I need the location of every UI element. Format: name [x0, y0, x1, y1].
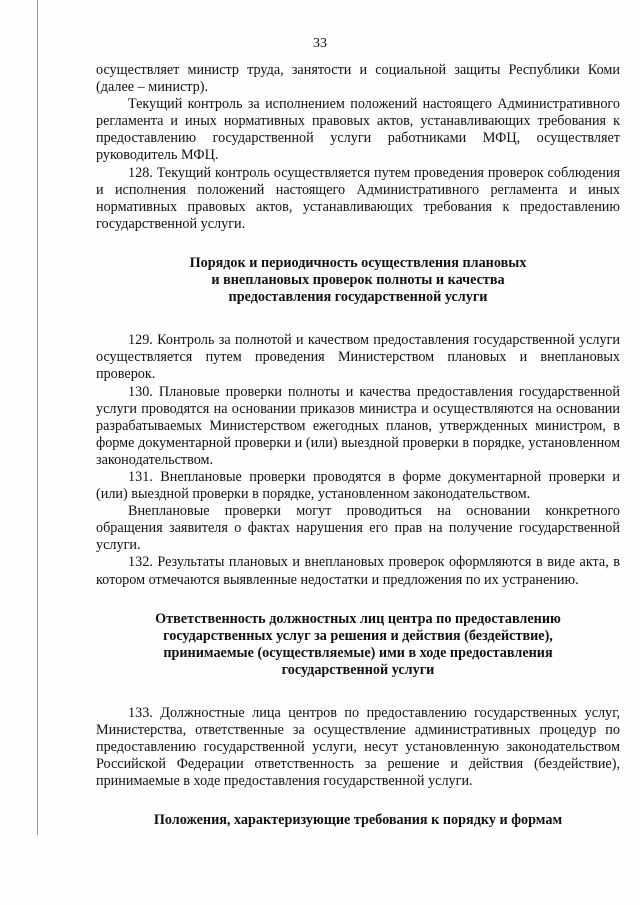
heading-line: Ответственность должностных лиц центра по предоставлению: [155, 610, 561, 627]
scan-edge-line: [37, 0, 38, 835]
heading-line: Порядок и периодичность осуществления плановых: [189, 254, 527, 271]
paragraph-current-control-mfc: Текущий контроль за исполнением положений настоящего Административного регламента и иных нормативных правовых актов, устанавливающих требования к предоставлению государственной услуги работниками МФЦ, осуществляет руководитель МФЦ.: [96, 96, 620, 164]
heading-line: и внеплановых проверок полноты и качества: [211, 272, 505, 289]
paragraph-unscheduled: Внеплановые проверки могут проводиться на основании конкретного обращения заявителя о фактах нарушения его прав на получение государственной услуги.: [96, 503, 620, 554]
paragraph-129: 129. Контроль за полнотой и качеством предоставления государственной услуги осуществляется путем проведения Министерством плановых и внеплановых проверок.: [96, 332, 620, 383]
paragraph-133: 133. Должностные лица центров по предоставлению государственных услуг, Министерства, ответственные за осуществление административных процедур по предоставлению государственной услуги, несут установленную законодательством Российской Федерации ответственность за решение и действия (бездействие), принимаемые в ходе предоставления государственной услуги.: [96, 705, 620, 790]
paragraph-130: 130. Плановые проверки полноты и качества предоставления государственной услуги проводятся на основании приказов министра и осуществляются на основании разрабатываемых Министерством ежегодных планов, утвержденных министром, в форме документарной проверки и (или) выездной проверки в порядке, установленном законодательством.: [96, 383, 620, 468]
heading-line: государственной услуги: [281, 661, 435, 678]
heading-planned-inspections: [96, 255, 620, 306]
paragraph-continuation: осуществляет министр труда, занятости и социальной защиты Республики Коми (далее – министр).: [96, 62, 620, 96]
page-number: 33: [313, 36, 327, 51]
heading-line: государственных услуг за решения и действия (бездействие),: [163, 627, 553, 644]
heading-requirements: [96, 812, 620, 829]
heading-line: Положения, характеризующие требования к порядку и формам: [153, 812, 563, 829]
heading-line: предоставления государственной услуги: [228, 289, 488, 306]
paragraph-131: 131. Внеплановые проверки проводятся в форме документарной проверки и (или) выездной проверки в порядке, установленном законодательством.: [96, 468, 620, 503]
paragraph-128: 128. Текущий контроль осуществляется путем проведения проверок соблюдения и исполнения положений настоящего Административного регламента и иных нормативных правовых актов, устанавливающих требования к предоставлению государственной услуги.: [96, 164, 620, 232]
heading-line: принимаемые (осуществляемые) ими в ходе предоставления: [163, 644, 553, 661]
document-body: [96, 62, 620, 830]
heading-responsibility: [96, 611, 620, 679]
paragraph-132: 132. Результаты плановых и внеплановых проверок оформляются в виде акта, в котором отмечаются выявленные недостатки и предложения по их устранению.: [96, 554, 620, 588]
